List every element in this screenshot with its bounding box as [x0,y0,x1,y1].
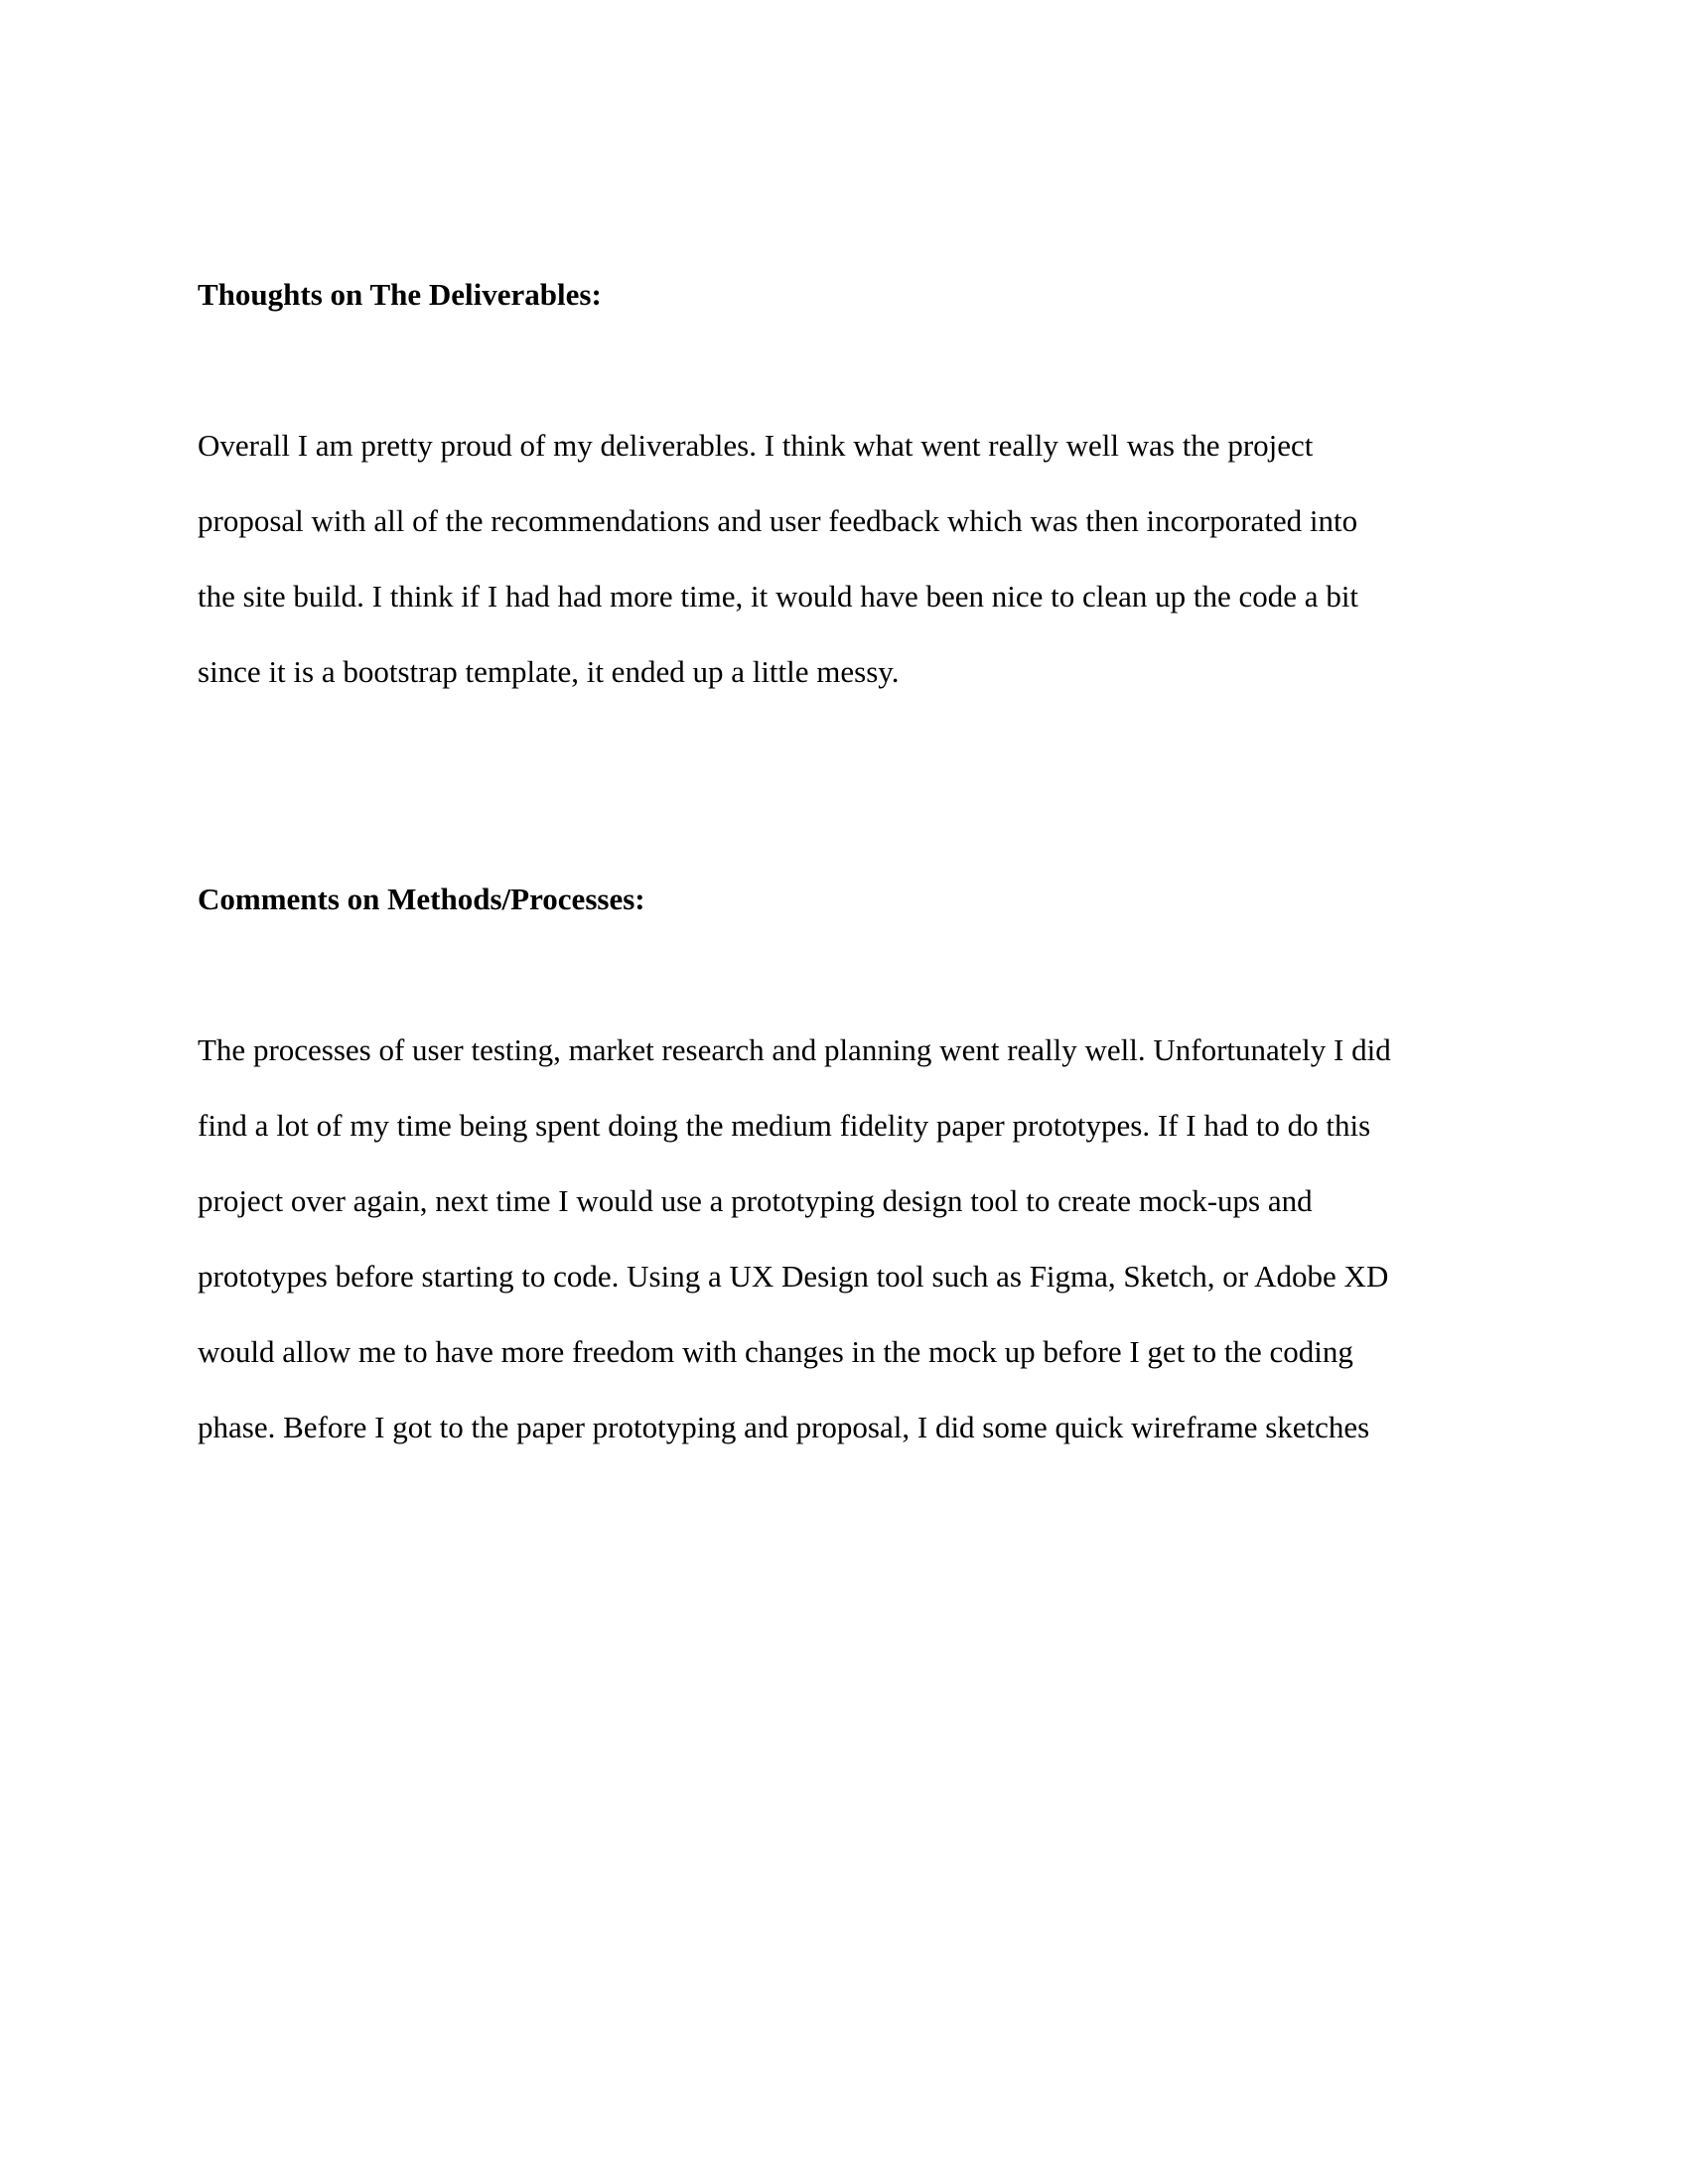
paragraph-line: proposal with all of the recommendations and user feedback which was then incorporated into [198,503,1358,538]
paragraph-line: phase. Before I got to the paper prototyping and proposal, I did some quick wireframe sketches [198,1410,1370,1444]
section-heading-methods: Comments on Methods/Processes: [198,882,645,916]
paragraph-line: Overall I am pretty proud of my deliverables. I think what went really well was the project [198,428,1314,463]
paragraph-line: the site build. I think if I had had more time, it would have been nice to clean up the code a bit [198,579,1359,614]
section-heading-deliverables: Thoughts on The Deliverables: [198,277,602,312]
paragraph-line: prototypes before starting to code. Using a UX Design tool such as Figma, Sketch, or Adobe XD [198,1259,1389,1294]
paragraph-line: would allow me to have more freedom with changes in the mock up before I get to the coding [198,1334,1353,1369]
paragraph-line: find a lot of my time being spent doing the medium fidelity paper prototypes. If I had to do this [198,1108,1371,1143]
paragraph-line: project over again, next time I would use a prototyping design tool to create mock-ups and [198,1183,1313,1218]
paragraph-line: The processes of user testing, market research and planning went really well. Unfortunately I did [198,1032,1391,1067]
paragraph-line: since it is a bootstrap template, it ended up a little messy. [198,654,900,689]
